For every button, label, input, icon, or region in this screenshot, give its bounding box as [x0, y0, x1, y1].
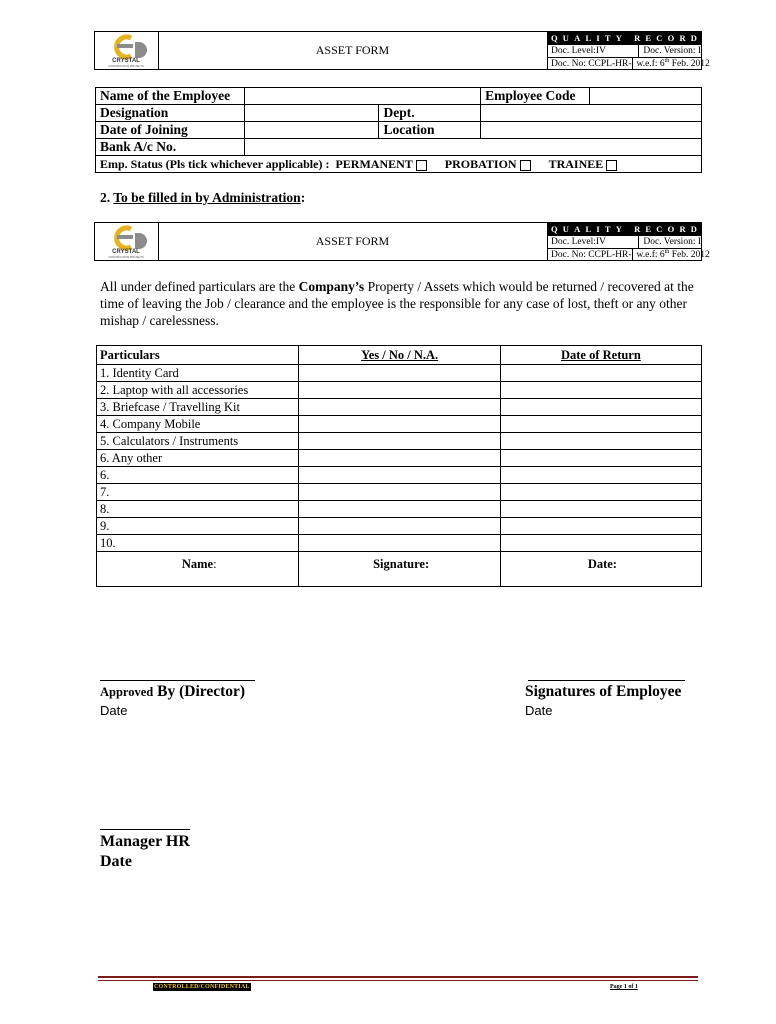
name-label: Name of the Employee [96, 88, 245, 105]
footer-rule-top [98, 976, 698, 978]
name-field[interactable] [245, 88, 481, 105]
designation-field[interactable] [245, 105, 379, 122]
quality-records-banner: QUALITY RECORDS/FORMS [547, 32, 701, 44]
logo-subtext: CONSTRUCTION PROJECTS [108, 65, 144, 68]
probation-checkbox[interactable] [520, 160, 531, 171]
asset-yes-no-na-cell[interactable] [299, 518, 500, 535]
doj-label: Date of Joining [96, 122, 245, 139]
logo-text: CRYSTAL [112, 58, 140, 64]
asset-date-of-return-cell[interactable] [500, 399, 701, 416]
asset-table-signoff-row [97, 552, 702, 587]
asset-date-of-return-cell[interactable] [500, 416, 701, 433]
asset-yes-no-na-cell[interactable] [299, 365, 500, 382]
director-signature-line [100, 680, 255, 681]
asset-date-of-return-cell[interactable] [500, 382, 701, 399]
company-logo [95, 32, 159, 69]
particulars-header: Particulars [97, 346, 299, 365]
designation-label: Designation [96, 105, 245, 122]
employee-code-label: Employee Code [481, 88, 590, 105]
asset-particular: 8. [97, 501, 299, 518]
asset-yes-no-na-cell[interactable] [299, 382, 500, 399]
form-title: ASSET FORM [158, 223, 548, 260]
asset-row [97, 450, 702, 467]
employee-details-table [95, 87, 702, 173]
asset-date-of-return-cell[interactable] [500, 484, 701, 501]
asset-yes-no-na-cell[interactable] [299, 416, 500, 433]
employee-code-field[interactable] [589, 88, 701, 105]
trainee-checkbox[interactable] [606, 160, 617, 171]
asset-table-header [97, 346, 702, 365]
effective-date: w.e.f: 6th Feb. 2012 [636, 57, 710, 69]
asset-row [97, 467, 702, 484]
date-of-return-header: Date of Return [500, 346, 701, 365]
logo-text: CRYSTAL [112, 249, 140, 255]
employee-date-label: Date [525, 703, 553, 718]
manager-date-label: Date [100, 853, 132, 870]
doc-number: Doc. No: CCPL-HR- [547, 58, 633, 70]
doj-field[interactable] [245, 122, 379, 139]
asset-date-of-return-cell[interactable] [500, 467, 701, 484]
asset-row [97, 484, 702, 501]
logo-subtext: CONSTRUCTION PROJECTS [108, 256, 144, 259]
manager-hr-label: Manager HR [100, 833, 190, 850]
location-label: Location [379, 122, 481, 139]
asset-yes-no-na-cell[interactable] [299, 399, 500, 416]
asset-row [97, 399, 702, 416]
section-title: To be filled in by Administration [113, 190, 301, 205]
status-probation-label: PROBATION [444, 157, 517, 171]
doc-version: Doc. Version: I [643, 46, 701, 56]
asset-particular: 3. Briefcase / Travelling Kit [97, 399, 299, 416]
signoff-date[interactable]: Date: [500, 552, 701, 587]
doc-level: Doc. Level:IV [547, 45, 639, 57]
permanent-checkbox[interactable] [416, 160, 427, 171]
document-header [94, 31, 776, 70]
asset-yes-no-na-cell[interactable] [299, 535, 500, 552]
controlled-confidential-label: CONTROLLED/CONFIDENTIAL [154, 984, 250, 990]
bank-label: Bank A/c No. [96, 139, 245, 156]
asset-date-of-return-cell[interactable] [500, 450, 701, 467]
doc-level: Doc. Level:IV [547, 236, 639, 248]
employee-status-row [96, 156, 702, 173]
crystal-logo-icon [95, 32, 158, 69]
asset-particular: 2. Laptop with all accessories [97, 382, 299, 399]
asset-particular: 5. Calculators / Instruments [97, 433, 299, 450]
doc-info [547, 223, 776, 260]
doc-info [547, 32, 776, 69]
yes-no-na-header: Yes / No / N.A. [299, 346, 500, 365]
signoff-signature[interactable]: Signature: [299, 552, 500, 587]
intro-paragraph: All under defined particulars are the Company’s Property / Assets which would be returned / recovered at the time of leaving the Job / clearance and the employee is the responsible for any case of lost, theft or any other mishap / carelessness. [100, 279, 694, 328]
director-date-label: Date [100, 703, 128, 718]
asset-yes-no-na-cell[interactable] [299, 450, 500, 467]
section-2-heading: 2. To be filled in by Administration: [100, 190, 306, 205]
dept-label: Dept. [379, 105, 481, 122]
asset-particular: 6. Any other [97, 450, 299, 467]
company-logo [95, 223, 159, 260]
location-field[interactable] [481, 122, 702, 139]
asset-yes-no-na-cell[interactable] [299, 484, 500, 501]
asset-row [97, 416, 702, 433]
document-header-2 [94, 222, 776, 261]
asset-date-of-return-cell[interactable] [500, 433, 701, 450]
asset-particular: 7. [97, 484, 299, 501]
asset-particular: 4. Company Mobile [97, 416, 299, 433]
doc-number: Doc. No: CCPL-HR- [547, 249, 633, 261]
manager-signature-line [100, 829, 190, 830]
approved-by-director: Approved By (Director) [100, 683, 246, 700]
signatures-of-employee: Signatures of Employee [525, 683, 682, 700]
crystal-logo-icon [95, 223, 158, 260]
asset-particular: 6. [97, 467, 299, 484]
asset-row [97, 518, 702, 535]
asset-row [97, 365, 702, 382]
asset-date-of-return-cell[interactable] [500, 501, 701, 518]
asset-particular: 1. Identity Card [97, 365, 299, 382]
asset-date-of-return-cell[interactable] [500, 518, 701, 535]
asset-date-of-return-cell[interactable] [500, 535, 701, 552]
bank-field[interactable] [245, 139, 702, 156]
asset-yes-no-na-cell[interactable] [299, 433, 500, 450]
asset-yes-no-na-cell[interactable] [299, 501, 500, 518]
asset-row [97, 382, 702, 399]
asset-particular: 9. [97, 518, 299, 535]
status-label: Emp. Status (Pls tick whichever applicable) : [100, 157, 330, 171]
asset-particular: 10. [97, 535, 299, 552]
asset-table [96, 345, 702, 587]
status-permanent-label: PERMANENT [335, 157, 413, 171]
asset-row [97, 433, 702, 450]
asset-row [97, 535, 702, 552]
signoff-name[interactable]: Name: [97, 552, 299, 587]
dept-field[interactable] [481, 105, 702, 122]
footer-rule-bottom [98, 980, 698, 981]
form-title: ASSET FORM [158, 32, 548, 69]
page-number: Page 1 of 1 [610, 984, 638, 990]
asset-yes-no-na-cell[interactable] [299, 467, 500, 484]
asset-row [97, 501, 702, 518]
status-trainee-label: TRAINEE [548, 157, 604, 171]
doc-version: Doc. Version: I [643, 237, 701, 247]
asset-date-of-return-cell[interactable] [500, 365, 701, 382]
quality-records-banner: QUALITY RECORDS/FORMS [547, 223, 701, 235]
section-number: 2 [100, 190, 107, 205]
employee-signature-line [528, 680, 685, 681]
effective-date: w.e.f: 6th Feb. 2012 [636, 248, 710, 260]
